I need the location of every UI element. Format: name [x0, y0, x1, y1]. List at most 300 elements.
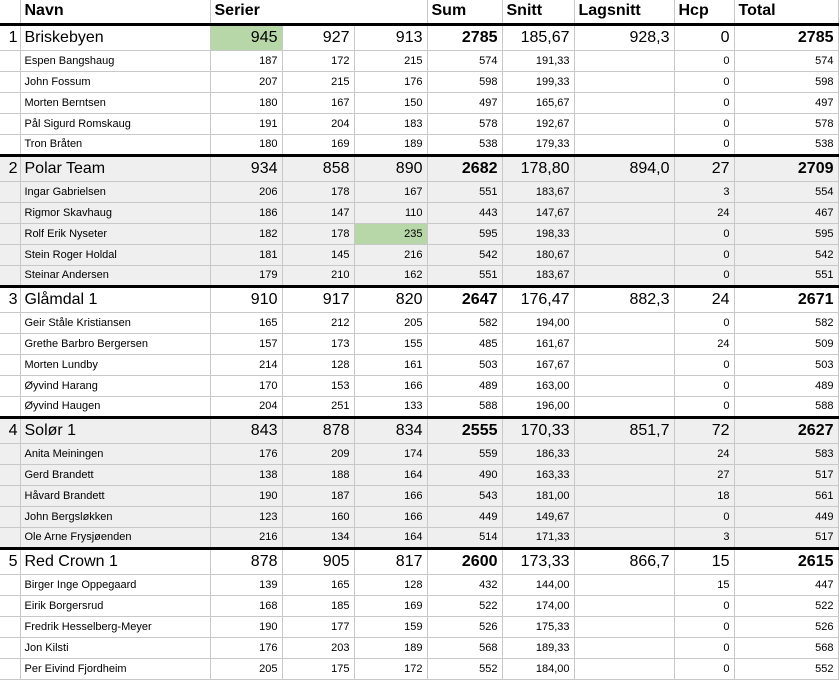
player-serie-2: 215 [282, 71, 354, 92]
player-total: 503 [734, 354, 838, 375]
player-row[interactable] [0, 527, 838, 548]
player-snitt: 165,67 [502, 92, 574, 113]
player-snitt: 196,00 [502, 396, 574, 417]
player-name: John Bergsløkken [20, 506, 210, 527]
player-row[interactable] [0, 354, 838, 375]
player-snitt: 181,00 [502, 485, 574, 506]
player-total: 449 [734, 506, 838, 527]
player-serie-1: 180 [210, 134, 282, 155]
player-serie-1: 179 [210, 265, 282, 286]
team-serie-2: 917 [282, 286, 354, 312]
player-serie-3: 172 [354, 658, 427, 679]
team-serie-3: 820 [354, 286, 427, 312]
player-hcp: 0 [674, 616, 734, 637]
player-rank-cell [0, 574, 20, 595]
player-hcp: 0 [674, 92, 734, 113]
player-hcp: 3 [674, 181, 734, 202]
player-serie-3: 189 [354, 134, 427, 155]
player-name: Geir Ståle Kristiansen [20, 312, 210, 333]
player-total: 522 [734, 595, 838, 616]
player-serie-2: 145 [282, 244, 354, 265]
player-lagsnitt [574, 223, 674, 244]
player-row[interactable] [0, 265, 838, 286]
team-serie-1: 843 [210, 417, 282, 443]
player-hcp: 0 [674, 506, 734, 527]
player-serie-1: 191 [210, 113, 282, 134]
player-lagsnitt [574, 354, 674, 375]
player-serie-2: 188 [282, 464, 354, 485]
player-rank-cell [0, 50, 20, 71]
player-rank-cell [0, 354, 20, 375]
player-lagsnitt [574, 637, 674, 658]
player-sum: 443 [427, 202, 502, 223]
player-sum: 490 [427, 464, 502, 485]
player-row[interactable] [0, 223, 838, 244]
player-name: Rigmor Skavhaug [20, 202, 210, 223]
player-serie-2: 185 [282, 595, 354, 616]
player-total: 526 [734, 616, 838, 637]
team-total: 2709 [734, 155, 838, 181]
player-total: 509 [734, 333, 838, 354]
player-rank-cell [0, 637, 20, 658]
player-serie-3: 183 [354, 113, 427, 134]
player-total: 568 [734, 637, 838, 658]
team-hcp: 0 [674, 24, 734, 50]
player-snitt: 161,67 [502, 333, 574, 354]
team-rank: 2 [0, 155, 20, 181]
player-snitt: 191,33 [502, 50, 574, 71]
player-snitt: 163,00 [502, 375, 574, 396]
player-name: Anita Meiningen [20, 443, 210, 464]
player-lagsnitt [574, 134, 674, 155]
player-serie-1: 165 [210, 312, 282, 333]
player-total: 574 [734, 50, 838, 71]
player-lagsnitt [574, 443, 674, 464]
team-group-5 [0, 548, 838, 679]
player-name: Morten Lundby [20, 354, 210, 375]
player-serie-2: 203 [282, 637, 354, 658]
player-rank-cell [0, 396, 20, 417]
player-sum: 543 [427, 485, 502, 506]
player-name: Eirik Borgersrud [20, 595, 210, 616]
player-row[interactable] [0, 312, 838, 333]
player-snitt: 179,33 [502, 134, 574, 155]
player-serie-1: 187 [210, 50, 282, 71]
player-row[interactable] [0, 375, 838, 396]
team-hcp: 24 [674, 286, 734, 312]
player-hcp: 15 [674, 574, 734, 595]
team-snitt: 173,33 [502, 548, 574, 574]
player-row[interactable] [0, 464, 838, 485]
player-snitt: 194,00 [502, 312, 574, 333]
header-snitt[interactable]: Snitt [502, 0, 574, 24]
player-name: Jon Kilsti [20, 637, 210, 658]
team-lagsnitt: 851,7 [574, 417, 674, 443]
player-serie-1: 207 [210, 71, 282, 92]
player-serie-1: 205 [210, 658, 282, 679]
player-rank-cell [0, 202, 20, 223]
player-hcp: 0 [674, 595, 734, 616]
player-hcp: 0 [674, 244, 734, 265]
player-serie-2: 251 [282, 396, 354, 417]
player-rank-cell [0, 92, 20, 113]
player-sum: 503 [427, 354, 502, 375]
player-serie-2: 209 [282, 443, 354, 464]
player-hcp: 0 [674, 113, 734, 134]
player-snitt: 167,67 [502, 354, 574, 375]
player-serie-2: 204 [282, 113, 354, 134]
team-serie-3: 834 [354, 417, 427, 443]
player-lagsnitt [574, 464, 674, 485]
header-row [0, 0, 838, 24]
player-row[interactable] [0, 443, 838, 464]
player-hcp: 0 [674, 354, 734, 375]
player-serie-2: 153 [282, 375, 354, 396]
player-snitt: 192,67 [502, 113, 574, 134]
player-name: Espen Bangshaug [20, 50, 210, 71]
player-name: Grethe Barbro Bergersen [20, 333, 210, 354]
player-rank-cell [0, 506, 20, 527]
player-hcp: 27 [674, 464, 734, 485]
team-rank: 5 [0, 548, 20, 574]
player-serie-2: 178 [282, 181, 354, 202]
player-rank-cell [0, 595, 20, 616]
team-serie-2: 878 [282, 417, 354, 443]
player-serie-2: 187 [282, 485, 354, 506]
team-snitt: 170,33 [502, 417, 574, 443]
player-lagsnitt [574, 595, 674, 616]
player-row[interactable] [0, 637, 838, 658]
team-row[interactable] [0, 155, 838, 181]
player-lagsnitt [574, 375, 674, 396]
player-serie-2: 173 [282, 333, 354, 354]
player-name: Stein Roger Holdal [20, 244, 210, 265]
player-rank-cell [0, 113, 20, 134]
player-sum: 559 [427, 443, 502, 464]
team-sum: 2600 [427, 548, 502, 574]
player-hcp: 0 [674, 71, 734, 92]
player-sum: 568 [427, 637, 502, 658]
header-total[interactable]: Total [734, 0, 838, 24]
team-total: 2785 [734, 24, 838, 50]
player-serie-2: 175 [282, 658, 354, 679]
player-lagsnitt [574, 485, 674, 506]
player-rank-cell [0, 134, 20, 155]
player-serie-2: 128 [282, 354, 354, 375]
player-serie-3: 164 [354, 464, 427, 485]
team-group-4 [0, 417, 838, 548]
player-row[interactable] [0, 202, 838, 223]
team-lagsnitt: 894,0 [574, 155, 674, 181]
player-hcp: 0 [674, 375, 734, 396]
team-sum: 2647 [427, 286, 502, 312]
player-hcp: 0 [674, 658, 734, 679]
player-lagsnitt [574, 527, 674, 548]
team-serie-2: 905 [282, 548, 354, 574]
player-snitt: 171,33 [502, 527, 574, 548]
player-serie-2: 147 [282, 202, 354, 223]
player-sum: 449 [427, 506, 502, 527]
player-serie-3: 155 [354, 333, 427, 354]
player-row[interactable] [0, 71, 838, 92]
player-row[interactable] [0, 333, 838, 354]
player-snitt: 189,33 [502, 637, 574, 658]
header-hcp[interactable]: Hcp [674, 0, 734, 24]
team-snitt: 185,67 [502, 24, 574, 50]
player-total: 554 [734, 181, 838, 202]
player-rank-cell [0, 485, 20, 506]
player-row[interactable] [0, 595, 838, 616]
player-sum: 432 [427, 574, 502, 595]
player-serie-3: 176 [354, 71, 427, 92]
player-sum: 595 [427, 223, 502, 244]
player-total: 542 [734, 244, 838, 265]
player-serie-2: 160 [282, 506, 354, 527]
player-snitt: 174,00 [502, 595, 574, 616]
header-lagsnitt[interactable]: Lagsnitt [574, 0, 674, 24]
player-row[interactable] [0, 506, 838, 527]
team-total: 2671 [734, 286, 838, 312]
player-serie-3: 110 [354, 202, 427, 223]
player-hcp: 0 [674, 223, 734, 244]
player-sum: 542 [427, 244, 502, 265]
player-name: Morten Berntsen [20, 92, 210, 113]
player-serie-3: 235 [354, 223, 427, 244]
player-lagsnitt [574, 396, 674, 417]
player-serie-3: 162 [354, 265, 427, 286]
player-sum: 489 [427, 375, 502, 396]
team-lagsnitt: 928,3 [574, 24, 674, 50]
player-name: Tron Bråten [20, 134, 210, 155]
player-row[interactable] [0, 50, 838, 71]
player-total: 538 [734, 134, 838, 155]
team-row[interactable] [0, 417, 838, 443]
player-serie-2: 178 [282, 223, 354, 244]
player-row[interactable] [0, 244, 838, 265]
player-name: Gerd Brandett [20, 464, 210, 485]
player-row[interactable] [0, 134, 838, 155]
team-group-3 [0, 286, 838, 417]
player-row[interactable] [0, 92, 838, 113]
player-serie-1: 206 [210, 181, 282, 202]
player-serie-1: 190 [210, 616, 282, 637]
player-name: John Fossum [20, 71, 210, 92]
team-lagsnitt: 866,7 [574, 548, 674, 574]
player-hcp: 0 [674, 265, 734, 286]
header-navn[interactable]: Navn [20, 0, 210, 24]
team-row[interactable] [0, 548, 838, 574]
player-snitt: 144,00 [502, 574, 574, 595]
player-serie-3: 150 [354, 92, 427, 113]
player-sum: 574 [427, 50, 502, 71]
player-lagsnitt [574, 181, 674, 202]
player-row[interactable] [0, 396, 838, 417]
player-serie-3: 166 [354, 485, 427, 506]
player-hcp: 24 [674, 443, 734, 464]
player-lagsnitt [574, 333, 674, 354]
header-sum[interactable]: Sum [427, 0, 502, 24]
player-total: 582 [734, 312, 838, 333]
team-row[interactable] [0, 24, 838, 50]
player-hcp: 0 [674, 396, 734, 417]
player-row[interactable] [0, 574, 838, 595]
player-sum: 598 [427, 71, 502, 92]
player-rank-cell [0, 616, 20, 637]
player-serie-3: 133 [354, 396, 427, 417]
player-rank-cell [0, 223, 20, 244]
player-snitt: 186,33 [502, 443, 574, 464]
team-serie-1: 910 [210, 286, 282, 312]
player-hcp: 0 [674, 50, 734, 71]
player-hcp: 0 [674, 312, 734, 333]
team-hcp: 27 [674, 155, 734, 181]
player-rank-cell [0, 527, 20, 548]
player-total: 552 [734, 658, 838, 679]
player-serie-3: 128 [354, 574, 427, 595]
player-snitt: 175,33 [502, 616, 574, 637]
header-serier[interactable]: Serier [210, 0, 354, 24]
player-name: Ole Arne Frysjøenden [20, 527, 210, 548]
player-name: Fredrik Hesselberg-Meyer [20, 616, 210, 637]
player-serie-2: 177 [282, 616, 354, 637]
team-sum: 2682 [427, 155, 502, 181]
player-total: 598 [734, 71, 838, 92]
team-row[interactable] [0, 286, 838, 312]
player-snitt: 198,33 [502, 223, 574, 244]
team-serie-2: 858 [282, 155, 354, 181]
player-total: 595 [734, 223, 838, 244]
player-serie-1: 186 [210, 202, 282, 223]
player-serie-1: 204 [210, 396, 282, 417]
player-snitt: 183,67 [502, 181, 574, 202]
player-serie-1: 214 [210, 354, 282, 375]
team-serie-1: 934 [210, 155, 282, 181]
player-rank-cell [0, 181, 20, 202]
player-lagsnitt [574, 50, 674, 71]
player-serie-3: 159 [354, 616, 427, 637]
player-rank-cell [0, 375, 20, 396]
player-row[interactable] [0, 113, 838, 134]
team-name: Polar Team [20, 155, 210, 181]
player-serie-1: 182 [210, 223, 282, 244]
player-name: Rolf Erik Nyseter [20, 223, 210, 244]
player-rank-cell [0, 312, 20, 333]
team-name: Red Crown 1 [20, 548, 210, 574]
player-serie-3: 174 [354, 443, 427, 464]
player-name: Øyvind Harang [20, 375, 210, 396]
player-row[interactable] [0, 616, 838, 637]
player-snitt: 184,00 [502, 658, 574, 679]
player-serie-1: 216 [210, 527, 282, 548]
player-sum: 485 [427, 333, 502, 354]
player-serie-1: 176 [210, 637, 282, 658]
player-serie-2: 212 [282, 312, 354, 333]
player-name: Ingar Gabrielsen [20, 181, 210, 202]
player-total: 447 [734, 574, 838, 595]
player-total: 517 [734, 527, 838, 548]
player-sum: 497 [427, 92, 502, 113]
player-lagsnitt [574, 202, 674, 223]
player-hcp: 0 [674, 637, 734, 658]
player-row[interactable] [0, 485, 838, 506]
team-serie-3: 817 [354, 548, 427, 574]
player-rank-cell [0, 244, 20, 265]
team-group-1 [0, 24, 838, 155]
player-lagsnitt [574, 265, 674, 286]
player-total: 583 [734, 443, 838, 464]
player-total: 517 [734, 464, 838, 485]
player-name: Håvard Brandett [20, 485, 210, 506]
player-sum: 552 [427, 658, 502, 679]
player-snitt: 180,67 [502, 244, 574, 265]
player-lagsnitt [574, 92, 674, 113]
player-serie-3: 166 [354, 506, 427, 527]
player-hcp: 0 [674, 134, 734, 155]
player-sum: 578 [427, 113, 502, 134]
player-hcp: 24 [674, 333, 734, 354]
player-name: Pål Sigurd Romskaug [20, 113, 210, 134]
player-serie-3: 167 [354, 181, 427, 202]
team-rank: 3 [0, 286, 20, 312]
player-serie-1: 139 [210, 574, 282, 595]
team-sum: 2785 [427, 24, 502, 50]
team-group-2 [0, 155, 838, 286]
player-serie-2: 167 [282, 92, 354, 113]
header-rank [0, 0, 20, 24]
team-hcp: 72 [674, 417, 734, 443]
player-hcp: 18 [674, 485, 734, 506]
team-snitt: 176,47 [502, 286, 574, 312]
header-serier-cont [354, 0, 427, 24]
player-snitt: 199,33 [502, 71, 574, 92]
player-lagsnitt [574, 113, 674, 134]
player-sum: 514 [427, 527, 502, 548]
team-serie-3: 913 [354, 24, 427, 50]
player-serie-3: 166 [354, 375, 427, 396]
team-serie-1: 945 [210, 24, 282, 50]
player-rank-cell [0, 71, 20, 92]
player-serie-2: 172 [282, 50, 354, 71]
player-name: Per Eivind Fjordheim [20, 658, 210, 679]
player-rank-cell [0, 333, 20, 354]
player-sum: 582 [427, 312, 502, 333]
player-total: 561 [734, 485, 838, 506]
player-serie-1: 170 [210, 375, 282, 396]
team-hcp: 15 [674, 548, 734, 574]
player-name: Steinar Andersen [20, 265, 210, 286]
player-serie-1: 157 [210, 333, 282, 354]
player-serie-1: 138 [210, 464, 282, 485]
team-total: 2615 [734, 548, 838, 574]
player-serie-3: 189 [354, 637, 427, 658]
team-name: Solør 1 [20, 417, 210, 443]
player-serie-2: 210 [282, 265, 354, 286]
player-snitt: 183,67 [502, 265, 574, 286]
player-rank-cell [0, 464, 20, 485]
player-sum: 538 [427, 134, 502, 155]
player-snitt: 147,67 [502, 202, 574, 223]
team-name: Briskebyen [20, 24, 210, 50]
player-total: 551 [734, 265, 838, 286]
player-lagsnitt [574, 244, 674, 265]
player-sum: 522 [427, 595, 502, 616]
player-sum: 551 [427, 265, 502, 286]
player-serie-3: 215 [354, 50, 427, 71]
player-lagsnitt [574, 616, 674, 637]
player-rank-cell [0, 443, 20, 464]
player-serie-3: 164 [354, 527, 427, 548]
player-row[interactable] [0, 181, 838, 202]
